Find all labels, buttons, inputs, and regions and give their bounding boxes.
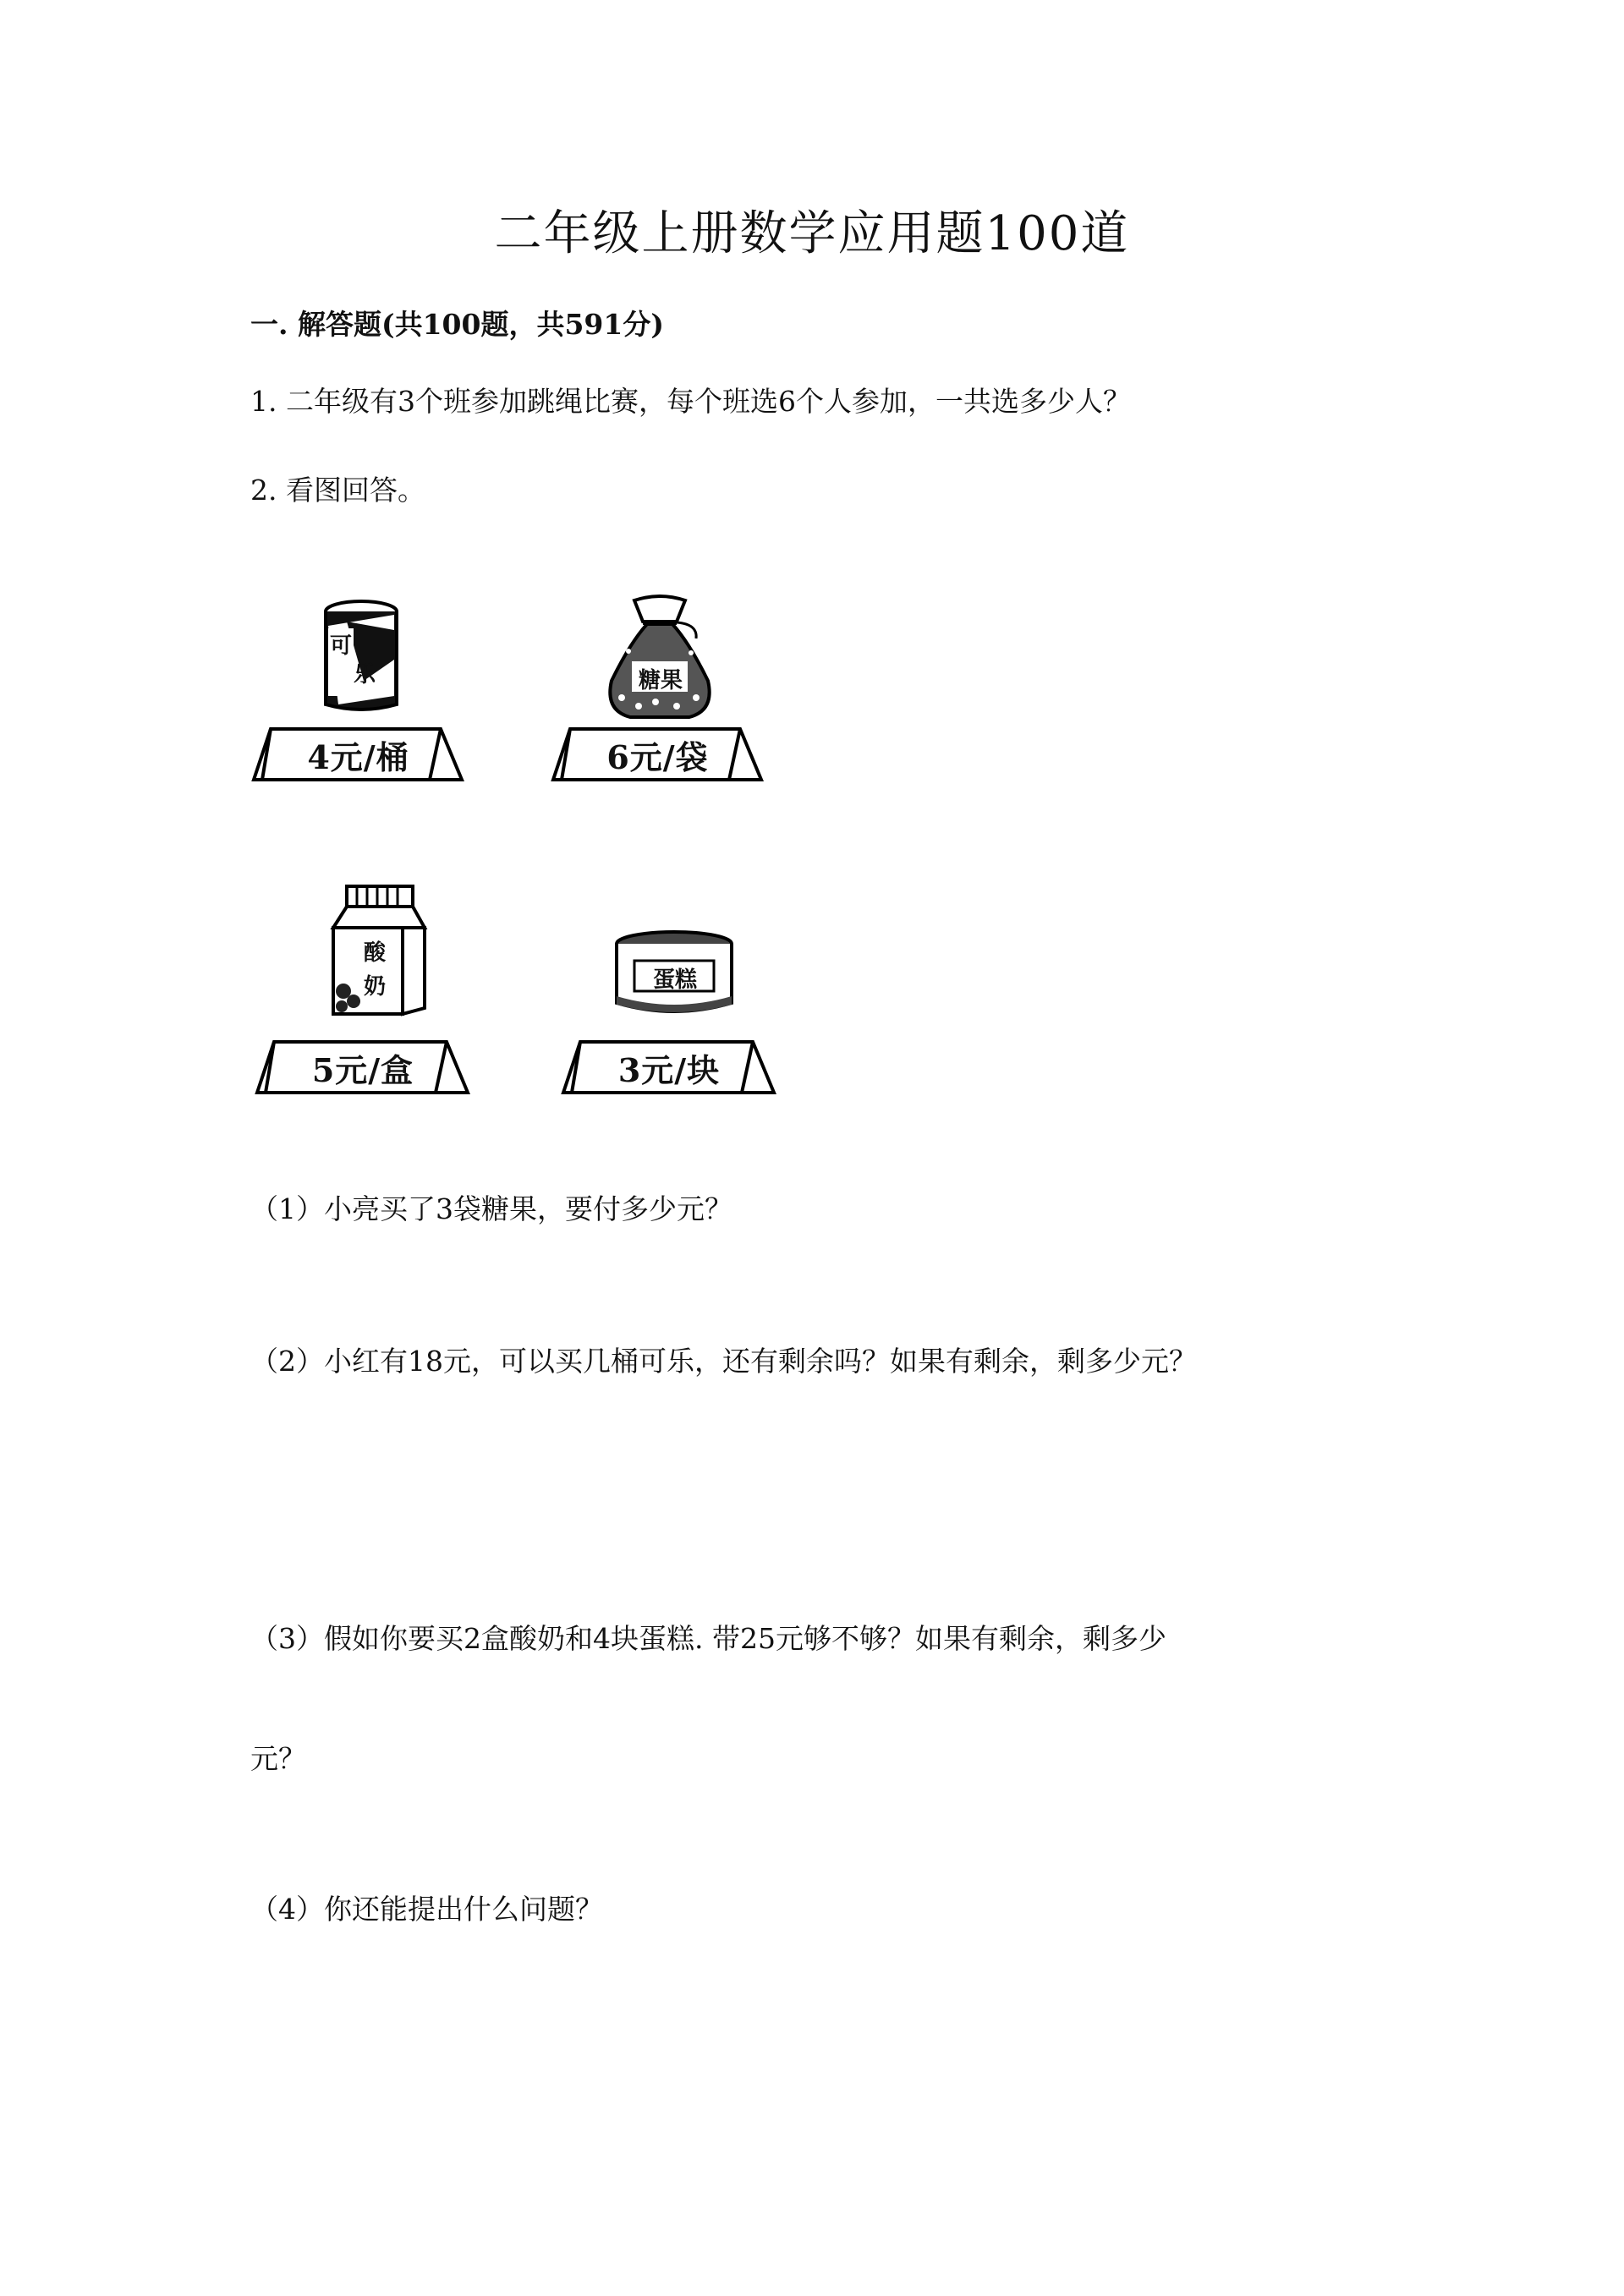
price-tag-cake (560, 1038, 778, 1096)
price-tag-yogurt (254, 1038, 472, 1096)
page-title: 二年级上册数学应用题100道 (494, 206, 1130, 261)
candy-bag-image (596, 592, 723, 723)
sub-question-2: （2）小红有18元，可以买几桶可乐，还有剩余吗？如果有剩余，剩多少元？ (250, 1345, 1197, 1378)
question-2: 2. 看图回答。 (250, 474, 425, 507)
price-candy: 6元/袋 (606, 737, 709, 776)
sub-question-4: （4）你还能提出什么问题？ (250, 1893, 603, 1926)
yogurt-label-2: 奶 (364, 974, 387, 1000)
cola-can-image (313, 596, 423, 715)
price-tag-candy (550, 726, 765, 783)
candy-bag-icon (596, 592, 723, 723)
price-cola: 4元/桶 (307, 737, 409, 776)
cake-label: 蛋糕 (652, 967, 697, 993)
price-cake: 3元/块 (617, 1050, 721, 1089)
price-tag-cola (250, 726, 466, 783)
section-heading: 一. 解答题(共100题，共591分) (250, 308, 664, 341)
yogurt-box-image (321, 881, 431, 1021)
sub-question-1: （1）小亮买了3袋糖果，要付多少元？ (250, 1192, 732, 1225)
cola-label-1: 可 (330, 633, 353, 659)
candy-label: 糖果 (638, 668, 683, 693)
cake-image (611, 929, 738, 1020)
sub-question-3-line-2: 元？ (250, 1742, 306, 1775)
price-yogurt: 5元/盒 (311, 1050, 414, 1089)
question-1: 1. 二年级有3个班参加跳绳比赛，每个班选6个人参加，一共选多少人？ (250, 385, 1131, 418)
cola-label-2: 乐 (354, 662, 376, 688)
sub-question-3-line-1: （3）假如你要买2盒酸奶和4块蛋糕. 带25元够不够？如果有剩余，剩多少 (250, 1622, 1166, 1655)
yogurt-label-1: 酸 (364, 940, 387, 966)
